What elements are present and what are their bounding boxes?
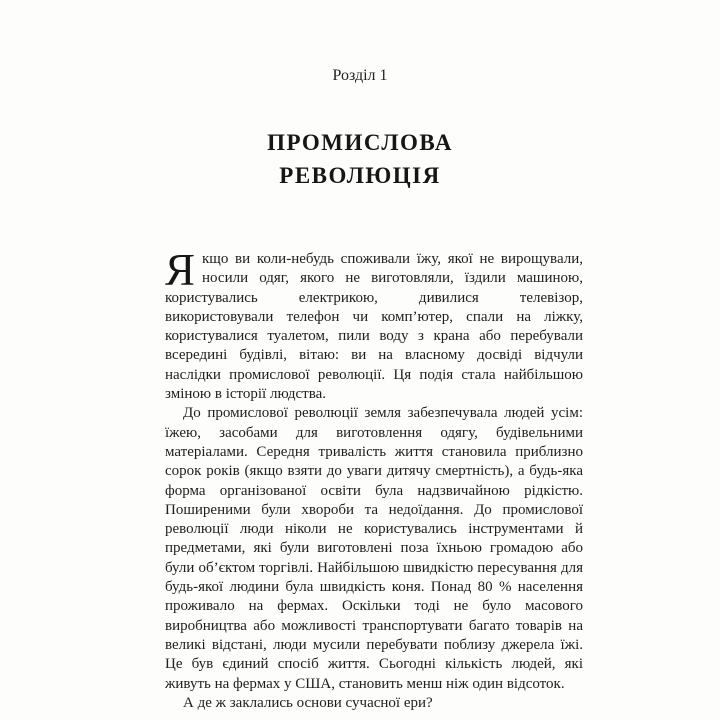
chapter-title-line2: РЕВОЛЮЦІЯ xyxy=(279,163,441,188)
chapter-title xyxy=(0,126,720,192)
chapter-label: Розділ 1 xyxy=(332,67,388,84)
paragraph-1 xyxy=(165,245,583,404)
body-text xyxy=(165,245,583,713)
paragraph-1-text: кщо ви коли-небудь споживали їжу, якої не вирощували, носили одяг, якого не виготовляли, їздили машиною, користувались електрикою, дивилися телевізор, використовували телефон чи комп’ютер, спали на ліжку, користувалися туалетом, пили воду з крана або перебували всередині будівлі, вітаю: ви на власному досвіді відчули наслідки промислової революції. Ця подія стала найбільшою зміною в історії людства. xyxy=(165,251,583,403)
paragraph-3: А де ж заклались основи сучасної ери? xyxy=(183,694,433,711)
dropcap-letter: Я xyxy=(165,245,196,295)
chapter-title-line1: ПРОМИСЛОВА xyxy=(267,130,453,155)
paragraph-2: До промислової революції земля забезпечувала людей усім: їжею, засобами для виготовлення одягу, будівельними матеріалами. Середня тривалість життя становила приблизно сорок років (якщо взяти до уваги дитячу смертність), а будь-яка форма організованої освіти була надзвичайною рідкістю. Поширеними були хвороби та недоїдання. До промислової революції люди ніколи не користувались інструментами й предметами, які були виготовлені поза їхньою громадою або були об’єктом торгівлі. Найбільшою швидкістю пересування для будь-якої людини була швидкість коня. Понад 80 % населення проживало на фермах. Оскільки тоді не було масового виробництва або можливості транспортувати багато товарів на великі відстані, люди мусили перебувати поблизу джерела їжі. Це був єдиний спосіб життя. Сьогодні кількість людей, які живуть на фермах у США, становить менш ніж один відсоток. xyxy=(165,405,583,692)
